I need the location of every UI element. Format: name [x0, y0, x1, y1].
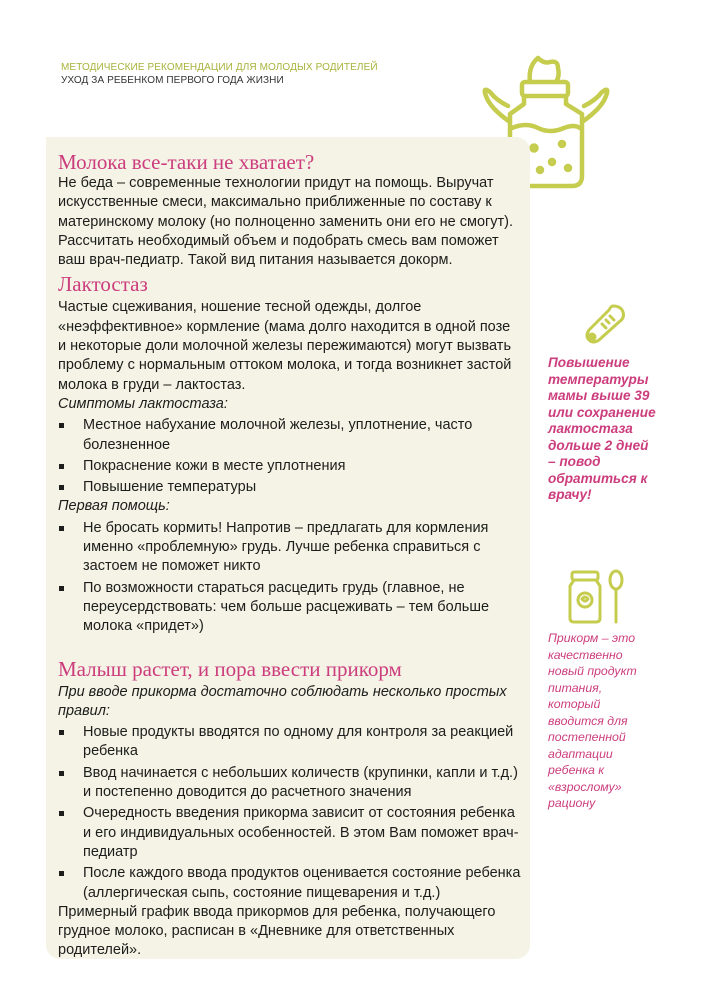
section-title-lactostasis: Лактостаз [58, 272, 148, 297]
spoon-icon [610, 571, 622, 622]
sidebar-note-line: дольше 2 дней [548, 437, 649, 453]
baby-food-jar-icon [566, 568, 628, 624]
list-item: Повышение температуры [58, 478, 522, 497]
list-item: Очередность введения прикорма зависит от состояния ребенка и его индивидуальных особенностей. В этом Вам поможет врач-педиатр [58, 804, 522, 862]
sidebar-note-line: ребенка к [548, 763, 605, 777]
sidebar-note-line: температуры [548, 371, 649, 387]
symptoms-label: Симптомы лактостаза: [58, 395, 228, 412]
section-paragraph: Примерный график ввода прикормов для ребенка, получающего грудное молоко, расписан в «Дневнике для ответственных родителей». [58, 903, 496, 959]
header-subtitle: УХОД ЗА РЕБЕНКОМ ПЕРВОГО ГОДА ЖИЗНИ [61, 75, 284, 86]
list-item: После каждого ввода продуктов оценивается состояние ребенка (аллергическая сыпь, состояние пищеварения и т.д.) [58, 864, 522, 903]
sidebar-note-line: мамы выше 39 [548, 388, 650, 403]
list-item: По возможности стараться расцедить грудь (главное, не переусердствовать: чем больше расцеживать – тем больше молока «придет») [58, 579, 522, 637]
sidebar-note-line: врачу! [548, 487, 592, 502]
sidebar-note-complementary-feeding [548, 630, 658, 812]
header-series-title: МЕТОДИЧЕСКИЕ РЕКОМЕНДАЦИИ ДЛЯ МОЛОДЫХ РОДИТЕЛЕЙ [61, 62, 378, 73]
list-item: Не бросать кормить! Напротив – предлагать для кормления именно «проблемную» грудь. Лучше ребенка справиться с застоем не поможет никто [58, 519, 522, 577]
list-item: Ввод начинается с небольших количеств (крупинки, капли и т.д.) и постепенно доводится до расчетного значения [58, 764, 522, 803]
sidebar-note-line: – повод [548, 454, 601, 469]
symptoms-list [58, 416, 522, 497]
sidebar-note-line: новый продукт [548, 664, 637, 678]
list-item: Новые продукты вводятся по одному для контроля за реакцией ребенка [58, 723, 522, 762]
sidebar-note-line: постепенной [548, 730, 626, 744]
sidebar-note-line: качественно [548, 647, 623, 662]
document-header [61, 61, 378, 87]
sidebar-note-line: который [548, 697, 601, 711]
first-aid-label: Первая помощь: [58, 498, 170, 515]
list-item: Покраснение кожи в месте уплотнения [58, 457, 522, 476]
sidebar-note-line: или сохранение [548, 404, 656, 420]
section-paragraph: Частые сцеживания, ношение тесной одежды, долгое «неэффективное» кормление (мама долго находится в одной позе и некоторые доли молочной железы пережимаются) могут вызвать проблему с нормальным оттоком молока, и тогда возникнет застой молока в груди – лактостаз. [58, 299, 512, 393]
sidebar-note-temperature [548, 355, 666, 504]
sidebar-note-line: адаптации [548, 746, 613, 761]
thermometer-icon [583, 302, 627, 346]
list-item: Местное набухание молочной железы, уплотнение, часто болезненное [58, 416, 522, 455]
rules-list [58, 723, 522, 903]
section-paragraph: Не беда – современные технологии придут на помощь. Выручат искусственные смеси, максимально приближенные по составу к материнскому молоку (но полноценно заменить они его не смогут). Рассчитать необходимый объем и подобрать смесь вам поможет ваш врач-педиатр. Такой вид питания называется докорм. [58, 175, 514, 269]
sidebar-note-line: Повышение [548, 355, 630, 370]
sidebar-note-line: Прикорм – это [548, 631, 636, 645]
sidebar-note-line: лактостаза [548, 421, 633, 436]
sidebar-note-line: «взрослому» [548, 779, 622, 794]
sidebar-note-line: рациону [548, 796, 596, 810]
sidebar-note-line: питания, [548, 680, 603, 695]
section-title-complementary-feeding: Малыш растет, и пора ввести прикорм [58, 656, 402, 681]
sidebar-note-line: вводится для [548, 713, 628, 728]
first-aid-list [58, 519, 522, 637]
section-title-not-enough-milk: Молока все-таки не хватает? [58, 150, 315, 174]
main-content [58, 150, 522, 961]
rules-intro: При вводе прикорма достаточно соблюдать несколько простых правил: [58, 683, 507, 719]
sidebar-note-line: обратиться к [548, 470, 648, 486]
